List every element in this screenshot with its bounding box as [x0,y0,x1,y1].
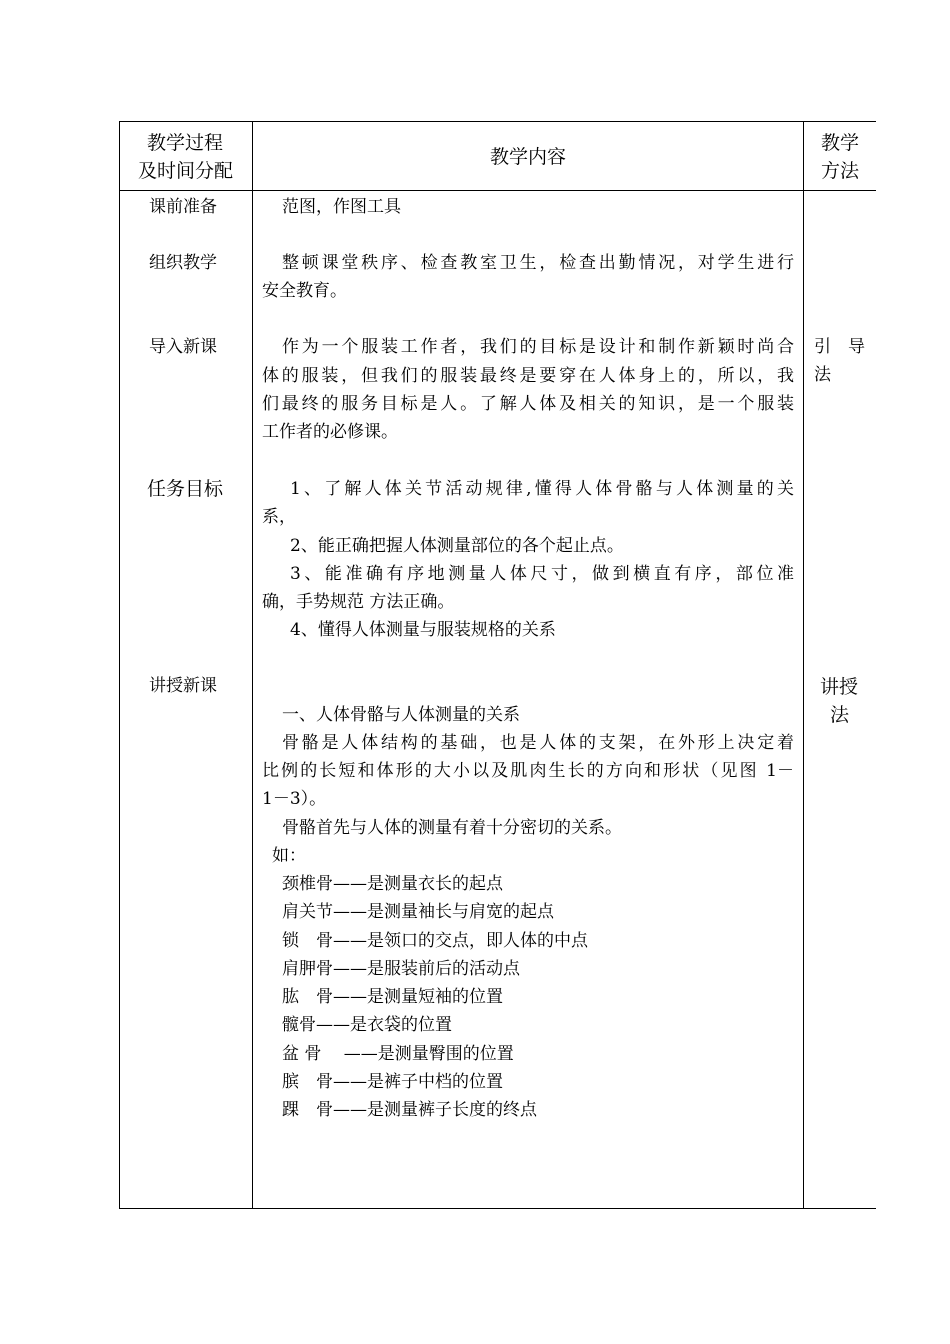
header-method-line1: 教学 [821,132,860,154]
column-divider-1 [252,121,253,1209]
bone-item: 踝 骨——是测量裤子长度的终点 [282,1100,537,1120]
label-intro: 导入新课 [149,337,217,357]
content-intro-line2: 体的服装，但我们的服装最终是要穿在人体身上的，所以，我 [262,366,794,386]
bone-item: 肱 骨——是测量短袖的位置 [282,987,503,1007]
label-organize: 组织教学 [149,253,217,273]
lecture-para2: 骨骼首先与人体的测量有着十分密切的关系。 [282,818,622,838]
header-content: 教学内容 [490,146,567,168]
content-intro-line1: 作为一个服装工作者，我们的目标是设计和制作新颖时尚合 [282,337,794,357]
header-method-line2: 方法 [821,160,860,182]
header-process-line2: 及时间分配 [138,160,234,182]
bone-item: 锁 骨——是领口的交点，即人体的中点 [282,931,588,951]
lecture-para1-line3: 1－3）。 [262,789,327,809]
goal-1-line2: 系， [262,507,296,527]
goal-3-line2: 确，手势规范 方法正确。 [262,592,455,612]
bone-item: 肩胛骨——是服装前后的活动点 [282,959,520,979]
label-prep: 课前准备 [149,197,217,217]
lecture-para1-line2: 比例的长短和体形的大小以及肌肉生长的方向和形状（见图 1－ [262,761,794,781]
goal-2: 2、能正确把握人体测量部位的各个起止点。 [290,536,624,556]
lecture-heading: 一、人体骨骼与人体测量的关系 [282,705,520,725]
bone-item: 盆 骨 ——是测量臀围的位置 [282,1044,514,1064]
goal-4: 4、懂得人体测量与服装规格的关系 [290,620,556,640]
label-goals: 任务目标 [147,478,224,500]
bone-item: 肩关节——是测量袖长与肩宽的起点 [282,902,554,922]
goal-3-line1: 3、能准确有序地测量人体尺寸，做到横直有序，部位准 [290,564,794,584]
header-bottom-border [119,190,876,191]
header-process-line1: 教学过程 [147,132,224,154]
content-intro-line4: 工作者的必修课。 [262,422,398,442]
bone-item: 膑 骨——是裤子中档的位置 [282,1072,503,1092]
method-lecture-line2: 法 [830,704,850,726]
lecture-such-as: 如： [272,846,306,866]
column-divider-2 [803,121,804,1209]
content-intro-line3: 们最终的服务目标是人。了解人体及相关的知识，是一个服装 [262,394,794,414]
content-prep: 范图，作图工具 [282,197,401,217]
goal-1-line1: 1、了解人体关节活动规律,懂得人体骨骼与人体测量的关 [290,479,794,499]
method-intro-line2: 法 [814,365,831,385]
bone-item: 颈椎骨——是测量衣长的起点 [282,874,503,894]
table-bottom-border [119,1208,876,1209]
table-top-border [119,121,876,122]
content-organize-line2: 安全教育。 [262,281,347,301]
table-left-border [119,121,120,1209]
method-lecture-line1: 讲授 [820,676,859,698]
label-lecture: 讲授新课 [149,676,217,696]
bone-item: 髋骨——是衣袋的位置 [282,1015,452,1035]
content-organize-line1: 整顿课堂秩序、检查教室卫生，检查出勤情况，对学生进行 [282,253,794,273]
lecture-para1-line1: 骨骼是人体结构的基础，也是人体的支架，在外形上决定着 [282,733,794,753]
method-intro-line1: 引 导 [814,337,865,357]
